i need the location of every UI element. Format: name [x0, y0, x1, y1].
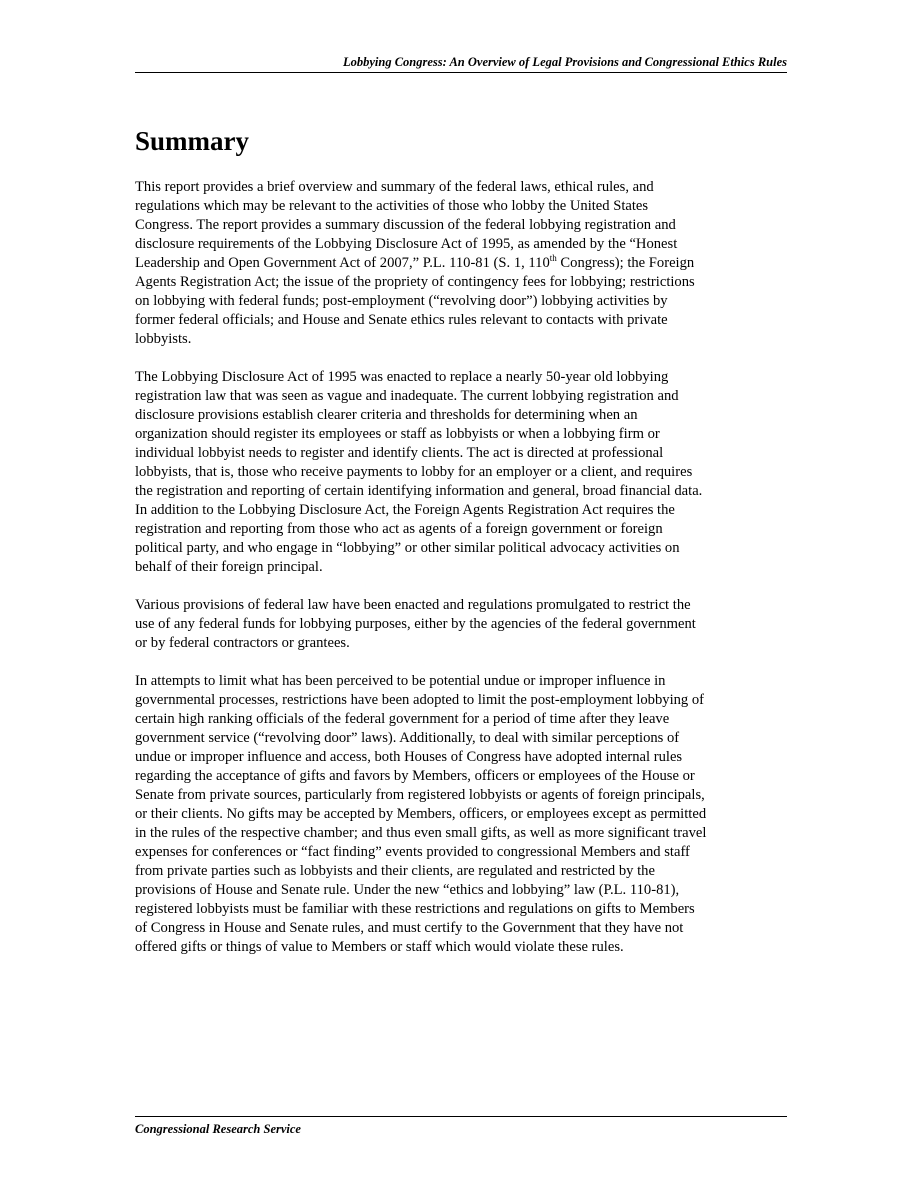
header-rule	[135, 72, 787, 73]
text-line	[135, 254, 787, 273]
text-line-head: Leadership and Open Government Act of 2007,” P.L. 110-81 (S. 1, 110	[135, 255, 550, 271]
footer-rule	[135, 1116, 787, 1117]
text-line: Various provisions of federal law have been enacted and regulations promulgated to restrict the	[135, 597, 691, 613]
text-line: expenses for conferences or “fact finding” events provided to congressional Members and staff	[135, 844, 690, 860]
text-line: registration law that was seen as vague and inadequate. The current lobbying registration and	[135, 388, 679, 404]
body-text	[135, 178, 787, 976]
text-line: In addition to the Lobbying Disclosure Act, the Foreign Agents Registration Act requires the	[135, 502, 675, 518]
text-line: Agents Registration Act; the issue of the propriety of contingency fees for lobbying; restrictions	[135, 274, 695, 290]
paragraph-3	[135, 596, 787, 653]
text-line: The Lobbying Disclosure Act of 1995 was enacted to replace a nearly 50-year old lobbying	[135, 369, 669, 385]
text-line: or their clients. No gifts may be accepted by Members, officers, or employees except as permitted	[135, 806, 707, 822]
paragraph-2	[135, 368, 787, 577]
text-line: or by federal contractors or grantees.	[135, 635, 350, 651]
text-line: political party, and who engage in “lobbying” or other similar political advocacy activities on	[135, 540, 680, 556]
text-line: This report provides a brief overview and summary of the federal laws, ethical rules, and	[135, 179, 654, 195]
running-footer: Congressional Research Service	[135, 1122, 301, 1136]
text-line: use of any federal funds for lobbying purposes, either by the agencies of the federal government	[135, 616, 696, 632]
section-heading: Summary	[135, 126, 249, 156]
text-line: undue or improper influence and access, both Houses of Congress have adopted internal rules	[135, 749, 683, 765]
text-line: governmental processes, restrictions have been adopted to limit the post-employment lobbying of	[135, 692, 705, 708]
text-line: on lobbying with federal funds; post-employment (“revolving door”) lobbying activities by	[135, 293, 668, 309]
running-header: Lobbying Congress: An Overview of Legal Provisions and Congressional Ethics Rules	[342, 55, 787, 69]
text-line: behalf of their foreign principal.	[135, 559, 323, 575]
text-line: lobbyists.	[135, 331, 192, 347]
text-line: disclosure provisions establish clearer criteria and thresholds for determining when an	[135, 407, 638, 423]
text-line: registration and reporting from those who act as agents of a foreign government or foreign	[135, 521, 663, 537]
text-line: individual lobbyist needs to register and identify clients. The act is directed at professional	[135, 445, 664, 461]
text-line: regarding the acceptance of gifts and favors by Members, officers or employees of the House or	[135, 768, 695, 784]
paragraph-1	[135, 178, 787, 349]
text-line: disclosure requirements of the Lobbying Disclosure Act of 1995, as amended by the “Honest	[135, 236, 678, 252]
text-line: organization should register its employees or staff as lobbyists or when a lobbying firm or	[135, 426, 660, 442]
text-line: offered gifts or things of value to Members or staff which would violate these rules.	[135, 939, 624, 955]
text-line: from private parties such as lobbyists and their clients, are regulated and restricted by the	[135, 863, 655, 879]
text-line: Congress. The report provides a summary discussion of the federal lobbying registration and	[135, 217, 676, 233]
text-line: government service (“revolving door” laws). Additionally, to deal with similar perceptions of	[135, 730, 680, 746]
text-line: lobbyists, that is, those who receive payments to lobby for an employer or a client, and requires	[135, 464, 693, 480]
text-line: regulations which may be relevant to the activities of those who lobby the United States	[135, 198, 649, 214]
text-line: registered lobbyists must be familiar with these restrictions and regulations on gifts to Members	[135, 901, 695, 917]
text-line: Senate from private sources, particularly from registered lobbyists or agents of foreign principals,	[135, 787, 705, 803]
text-line: provisions of House and Senate rule. Under the new “ethics and lobbying” law (P.L. 110-81),	[135, 882, 680, 898]
text-line-tail: Congress); the Foreign	[556, 255, 695, 271]
text-line: former federal officials; and House and Senate ethics rules relevant to contacts with private	[135, 312, 668, 328]
text-line: certain high ranking officials of the federal government for a period of time after they leave	[135, 711, 670, 727]
text-line: the registration and reporting of certain identifying information and general, broad financial data.	[135, 483, 703, 499]
text-line: of Congress in House and Senate rules, and must certify to the Government that they have not	[135, 920, 684, 936]
superscript: th	[549, 253, 557, 264]
text-line: in the rules of the respective chamber; and thus even small gifts, as well as more significant travel	[135, 825, 707, 841]
text-line: In attempts to limit what has been perceived to be potential undue or improper influence in	[135, 673, 666, 689]
paragraph-4	[135, 672, 787, 957]
